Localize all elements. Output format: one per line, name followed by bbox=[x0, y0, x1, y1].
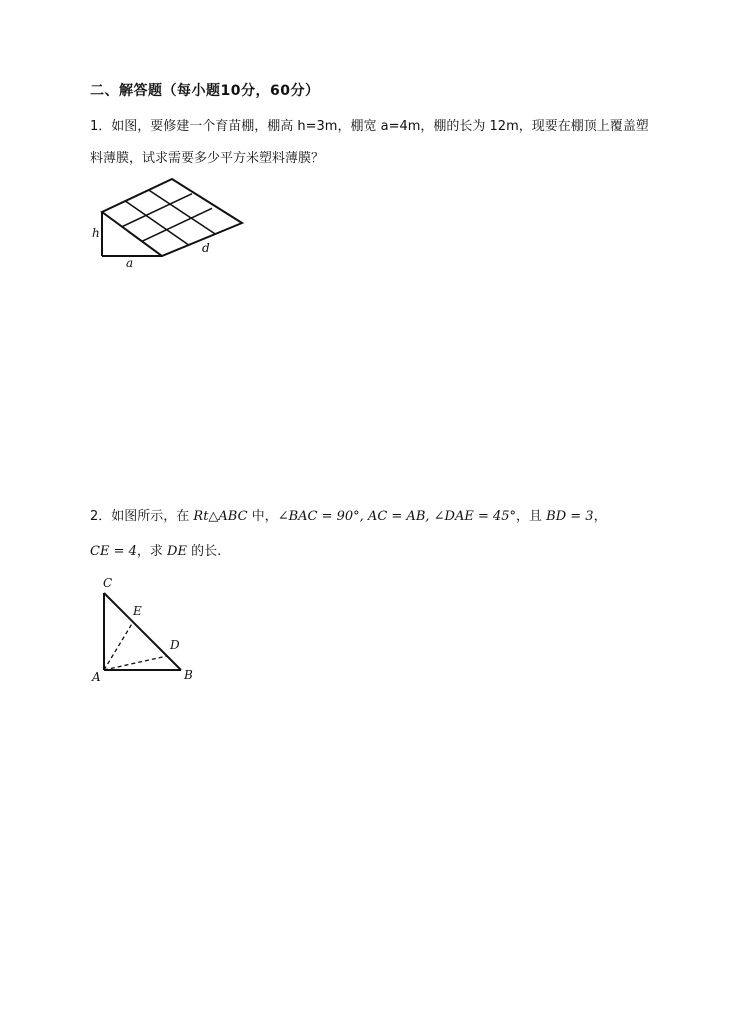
question-1-text-line-1: 1．如图，要修建一个育苗棚，棚高 h=3m，棚宽 a=4m，棚的长为 12m，现要在棚顶上覆盖塑 bbox=[90, 119, 649, 134]
greenhouse-figure bbox=[88, 175, 248, 267]
math-bd: BD = 3 bbox=[546, 509, 594, 524]
label-b: B bbox=[184, 668, 193, 682]
label-d: D bbox=[170, 638, 180, 652]
question-2-text-line-2 bbox=[90, 540, 221, 559]
section-heading: 二、解答题（每小题10分，60分） bbox=[90, 83, 320, 99]
side-cb bbox=[104, 593, 181, 670]
question-2-line2-suffix: 的长. bbox=[186, 544, 222, 559]
segment-ae bbox=[104, 622, 133, 670]
question-2-prefix: 2．如图所示，在 bbox=[90, 509, 194, 524]
label-e: E bbox=[133, 604, 142, 618]
label-d: d bbox=[202, 241, 210, 255]
question-1-text-line-2: 料薄膜，试求需要多少平方米塑料薄膜？ bbox=[90, 151, 325, 166]
triangle-figure bbox=[88, 573, 208, 685]
greenhouse-roof-outline bbox=[102, 179, 242, 256]
segment-ad bbox=[104, 656, 167, 670]
label-h: h bbox=[92, 226, 100, 240]
question-2-mid2: ，且 bbox=[516, 509, 547, 524]
math-conditions: ∠BAC = 90°, AC = AB, ∠DAE = 45° bbox=[277, 509, 517, 524]
question-2-text-line-1 bbox=[90, 505, 607, 524]
question-2-line2-mid: ，求 bbox=[136, 544, 168, 559]
triangle-diagram bbox=[88, 573, 208, 685]
math-ce: CE = 4 bbox=[90, 544, 137, 559]
question-2-suffix: ， bbox=[593, 509, 607, 524]
label-a: A bbox=[92, 670, 101, 684]
question-2-mid: 中， bbox=[247, 509, 278, 524]
label-a: a bbox=[126, 256, 134, 267]
math-de: DE bbox=[167, 544, 187, 559]
label-c: C bbox=[103, 576, 113, 590]
math-rt-triangle: Rt△ABC bbox=[193, 509, 248, 524]
greenhouse-diagram bbox=[88, 175, 248, 267]
